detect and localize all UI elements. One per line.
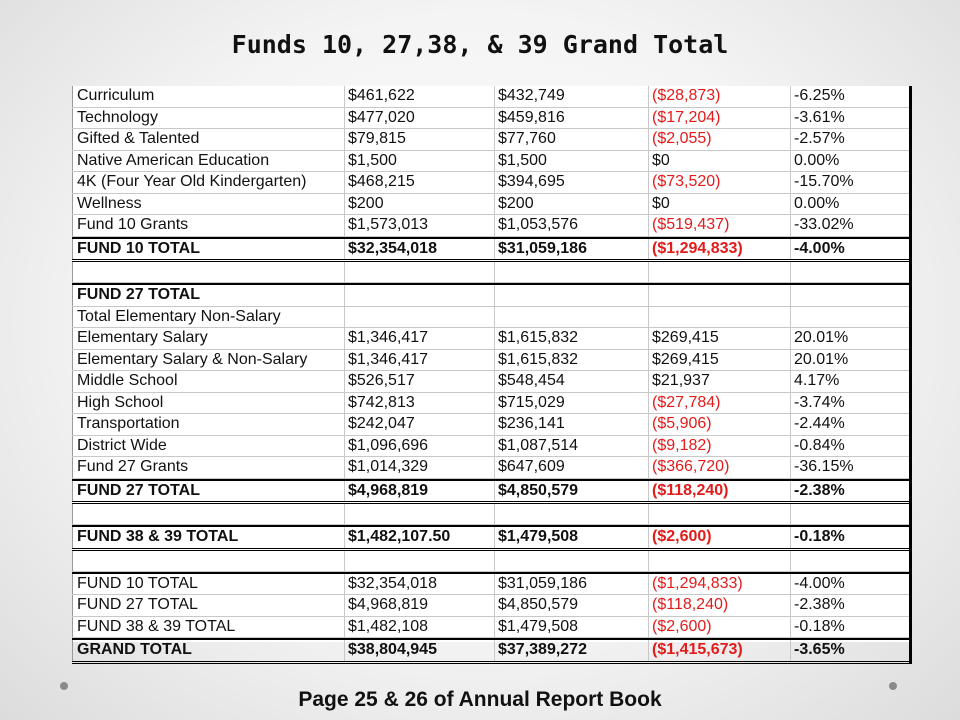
difference-cell: ($2,055) bbox=[648, 129, 790, 150]
current-amount-cell: $37,389,272 bbox=[494, 640, 648, 661]
percent-change-cell: -33.02% bbox=[790, 215, 909, 236]
total-row bbox=[72, 237, 909, 263]
empty-cell bbox=[344, 262, 494, 282]
line-item-label: Total Elementary Non-Salary bbox=[72, 307, 344, 328]
percent-change-cell: -4.00% bbox=[790, 574, 909, 595]
prior-amount-cell: $1,482,107.50 bbox=[344, 527, 494, 548]
empty-cell bbox=[648, 551, 790, 571]
difference-cell: ($2,600) bbox=[648, 527, 790, 548]
current-amount-cell: $394,695 bbox=[494, 172, 648, 193]
difference-cell: ($118,240) bbox=[648, 481, 790, 502]
difference-cell: ($9,182) bbox=[648, 436, 790, 457]
current-amount-cell: $715,029 bbox=[494, 393, 648, 414]
current-amount-cell: $31,059,186 bbox=[494, 239, 648, 260]
prior-amount-cell: $1,014,329 bbox=[344, 457, 494, 478]
line-item-label: High School bbox=[72, 393, 344, 414]
empty-cell bbox=[648, 262, 790, 282]
page-reference-footer: Page 25 & 26 of Annual Report Book bbox=[298, 688, 662, 711]
percent-change-cell: -0.84% bbox=[790, 436, 909, 457]
line-item-label: Curriculum bbox=[72, 86, 344, 107]
current-amount-cell: $1,615,832 bbox=[494, 328, 648, 349]
line-item-label: Technology bbox=[72, 108, 344, 129]
table-row bbox=[72, 172, 909, 194]
difference-cell: ($1,294,833) bbox=[648, 239, 790, 260]
difference-cell: ($1,294,833) bbox=[648, 574, 790, 595]
prior-amount-cell: $32,354,018 bbox=[344, 239, 494, 260]
empty-cell bbox=[790, 551, 909, 571]
line-item-label: Middle School bbox=[72, 371, 344, 392]
table-row bbox=[72, 350, 909, 372]
prior-amount-cell: $200 bbox=[344, 194, 494, 215]
percent-change-cell bbox=[790, 307, 909, 328]
percent-change-cell: -0.18% bbox=[790, 617, 909, 638]
current-amount-cell: $4,850,579 bbox=[494, 595, 648, 616]
prior-amount-cell: $1,096,696 bbox=[344, 436, 494, 457]
prior-amount-cell bbox=[344, 285, 494, 306]
percent-change-cell: -0.18% bbox=[790, 527, 909, 548]
total-row bbox=[72, 638, 909, 664]
table-row bbox=[72, 151, 909, 173]
blank-row bbox=[72, 262, 909, 283]
difference-cell: ($27,784) bbox=[648, 393, 790, 414]
current-amount-cell: $432,749 bbox=[494, 86, 648, 107]
percent-change-cell: -2.57% bbox=[790, 129, 909, 150]
percent-change-cell: -4.00% bbox=[790, 239, 909, 260]
current-amount-cell: $4,850,579 bbox=[494, 481, 648, 502]
percent-change-cell: 4.17% bbox=[790, 371, 909, 392]
current-amount-cell: $1,500 bbox=[494, 151, 648, 172]
line-item-label: Elementary Salary & Non-Salary bbox=[72, 350, 344, 371]
current-amount-cell: $459,816 bbox=[494, 108, 648, 129]
difference-cell: ($2,600) bbox=[648, 617, 790, 638]
prior-amount-cell: $1,482,108 bbox=[344, 617, 494, 638]
empty-cell bbox=[72, 262, 344, 282]
table-row bbox=[72, 457, 909, 479]
percent-change-cell: -36.15% bbox=[790, 457, 909, 478]
prior-amount-cell: $461,622 bbox=[344, 86, 494, 107]
difference-cell: ($1,415,673) bbox=[648, 640, 790, 661]
prior-amount-cell: $1,346,417 bbox=[344, 328, 494, 349]
line-item-label: 4K (Four Year Old Kindergarten) bbox=[72, 172, 344, 193]
prior-amount-cell: $38,804,945 bbox=[344, 640, 494, 661]
prior-amount-cell: $526,517 bbox=[344, 371, 494, 392]
prior-amount-cell: $1,573,013 bbox=[344, 215, 494, 236]
empty-cell bbox=[790, 262, 909, 282]
line-item-label: Fund 27 Grants bbox=[72, 457, 344, 478]
line-item-label: FUND 38 & 39 TOTAL bbox=[72, 617, 344, 638]
percent-change-cell: -15.70% bbox=[790, 172, 909, 193]
table-row bbox=[72, 572, 909, 596]
table-row bbox=[72, 108, 909, 130]
percent-change-cell: -3.61% bbox=[790, 108, 909, 129]
difference-cell: ($73,520) bbox=[648, 172, 790, 193]
prior-amount-cell: $468,215 bbox=[344, 172, 494, 193]
difference-cell: ($28,873) bbox=[648, 86, 790, 107]
table-row bbox=[72, 414, 909, 436]
empty-cell bbox=[344, 551, 494, 571]
difference-cell bbox=[648, 307, 790, 328]
difference-cell: ($519,437) bbox=[648, 215, 790, 236]
percent-change-cell: -3.74% bbox=[790, 393, 909, 414]
current-amount-cell bbox=[494, 285, 648, 306]
table-row bbox=[72, 436, 909, 458]
line-item-label: Elementary Salary bbox=[72, 328, 344, 349]
prior-amount-cell bbox=[344, 307, 494, 328]
percent-change-cell: -3.65% bbox=[790, 640, 909, 661]
empty-cell bbox=[72, 551, 344, 571]
line-item-label: FUND 27 TOTAL bbox=[72, 481, 344, 502]
line-item-label: GRAND TOTAL bbox=[72, 640, 344, 661]
line-item-label: Transportation bbox=[72, 414, 344, 435]
percent-change-cell: 0.00% bbox=[790, 194, 909, 215]
prior-amount-cell: $79,815 bbox=[344, 129, 494, 150]
prior-amount-cell: $1,500 bbox=[344, 151, 494, 172]
table-row bbox=[72, 129, 909, 151]
prior-amount-cell: $477,020 bbox=[344, 108, 494, 129]
budget-table bbox=[72, 86, 912, 664]
current-amount-cell: $200 bbox=[494, 194, 648, 215]
current-amount-cell: $31,059,186 bbox=[494, 574, 648, 595]
percent-change-cell: -2.44% bbox=[790, 414, 909, 435]
current-amount-cell: $1,087,514 bbox=[494, 436, 648, 457]
line-item-label: FUND 10 TOTAL bbox=[72, 239, 344, 260]
total-row bbox=[72, 283, 909, 307]
table-row bbox=[72, 86, 909, 108]
current-amount-cell: $77,760 bbox=[494, 129, 648, 150]
percent-change-cell: -2.38% bbox=[790, 481, 909, 502]
total-row bbox=[72, 525, 909, 551]
empty-cell bbox=[72, 504, 344, 524]
percent-change-cell bbox=[790, 285, 909, 306]
line-item-label: FUND 10 TOTAL bbox=[72, 574, 344, 595]
percent-change-cell: -2.38% bbox=[790, 595, 909, 616]
difference-cell: ($5,906) bbox=[648, 414, 790, 435]
table-row bbox=[72, 307, 909, 329]
difference-cell: $21,937 bbox=[648, 371, 790, 392]
current-amount-cell: $1,479,508 bbox=[494, 527, 648, 548]
slide-title: Funds 10, 27,38, & 39 Grand Total bbox=[231, 30, 729, 59]
table-row bbox=[72, 393, 909, 415]
table-row bbox=[72, 617, 909, 639]
total-row bbox=[72, 479, 909, 505]
line-item-label: District Wide bbox=[72, 436, 344, 457]
current-amount-cell: $647,609 bbox=[494, 457, 648, 478]
percent-change-cell: 0.00% bbox=[790, 151, 909, 172]
prior-amount-cell: $742,813 bbox=[344, 393, 494, 414]
empty-cell bbox=[648, 504, 790, 524]
line-item-label: FUND 27 TOTAL bbox=[72, 595, 344, 616]
line-item-label: Wellness bbox=[72, 194, 344, 215]
table-row bbox=[72, 371, 909, 393]
current-amount-cell: $1,479,508 bbox=[494, 617, 648, 638]
current-amount-cell: $1,053,576 bbox=[494, 215, 648, 236]
table-row bbox=[72, 595, 909, 617]
difference-cell: $0 bbox=[648, 194, 790, 215]
budget-spreadsheet bbox=[72, 86, 912, 658]
current-amount-cell bbox=[494, 307, 648, 328]
line-item-label: Gifted & Talented bbox=[72, 129, 344, 150]
table-row bbox=[72, 328, 909, 350]
current-amount-cell: $1,615,832 bbox=[494, 350, 648, 371]
difference-cell: $0 bbox=[648, 151, 790, 172]
prior-amount-cell: $4,968,819 bbox=[344, 595, 494, 616]
difference-cell: $269,415 bbox=[648, 328, 790, 349]
prior-amount-cell: $1,346,417 bbox=[344, 350, 494, 371]
current-amount-cell: $548,454 bbox=[494, 371, 648, 392]
difference-cell: ($366,720) bbox=[648, 457, 790, 478]
line-item-label: FUND 38 & 39 TOTAL bbox=[72, 527, 344, 548]
line-item-label: Fund 10 Grants bbox=[72, 215, 344, 236]
percent-change-cell: 20.01% bbox=[790, 350, 909, 371]
difference-cell: $269,415 bbox=[648, 350, 790, 371]
prior-amount-cell: $242,047 bbox=[344, 414, 494, 435]
blank-row bbox=[72, 504, 909, 525]
table-row bbox=[72, 215, 909, 237]
empty-cell bbox=[494, 262, 648, 282]
table-row bbox=[72, 194, 909, 216]
blank-row bbox=[72, 551, 909, 572]
empty-cell bbox=[494, 504, 648, 524]
empty-cell bbox=[494, 551, 648, 571]
difference-cell: ($118,240) bbox=[648, 595, 790, 616]
line-item-label: FUND 27 TOTAL bbox=[72, 285, 344, 306]
difference-cell: ($17,204) bbox=[648, 108, 790, 129]
empty-cell bbox=[344, 504, 494, 524]
line-item-label: Native American Education bbox=[72, 151, 344, 172]
difference-cell bbox=[648, 285, 790, 306]
percent-change-cell: -6.25% bbox=[790, 86, 909, 107]
prior-amount-cell: $4,968,819 bbox=[344, 481, 494, 502]
empty-cell bbox=[790, 504, 909, 524]
percent-change-cell: 20.01% bbox=[790, 328, 909, 349]
current-amount-cell: $236,141 bbox=[494, 414, 648, 435]
prior-amount-cell: $32,354,018 bbox=[344, 574, 494, 595]
